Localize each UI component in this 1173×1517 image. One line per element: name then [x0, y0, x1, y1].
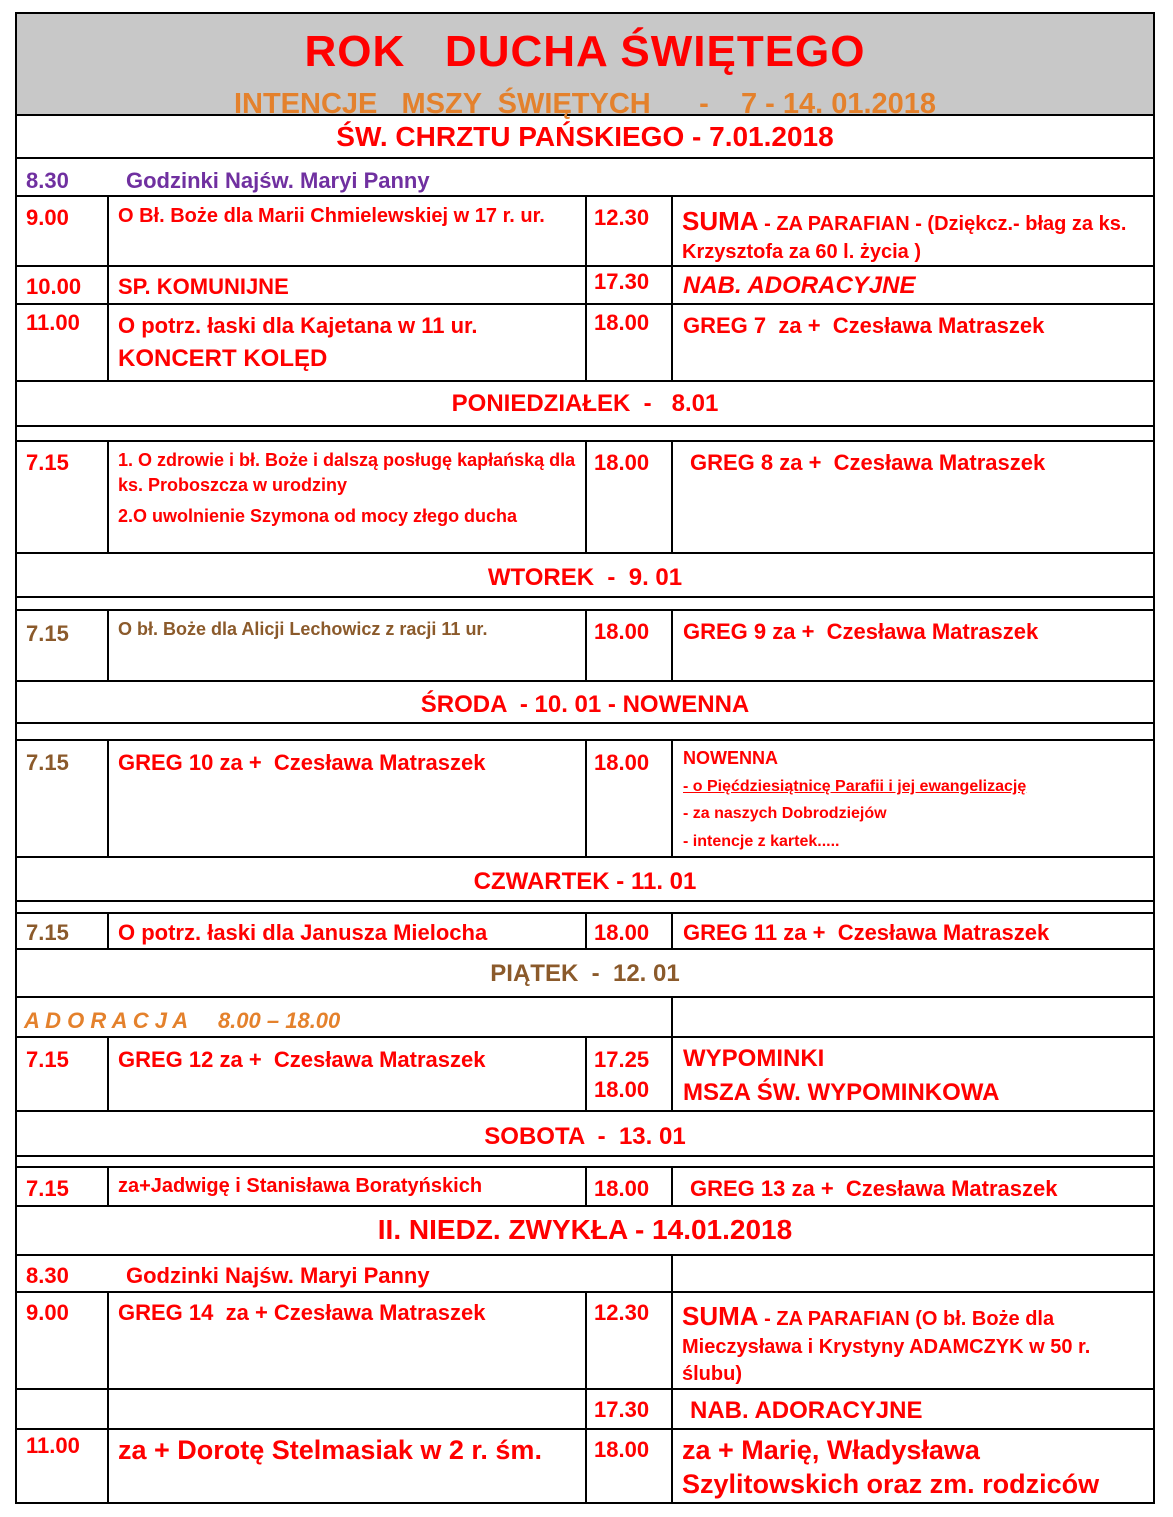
mass-intention: SUMA - ZA PARAFIAN (O bł. Boże dla Mieczysława i Krystyny ADAMCZYK w 50 r. ślubu): [682, 1301, 1091, 1386]
column-divider: [585, 739, 587, 856]
mass-intention: GREG 7 za + Czesława Matraszek: [683, 313, 1045, 338]
column-divider: [671, 195, 673, 380]
mass-intention: O potrz. łaski dla Janusza Mielocha: [118, 920, 488, 945]
column-divider: [107, 1166, 109, 1205]
mass-time: 7.15: [26, 1176, 69, 1201]
row-divider: [15, 1205, 1155, 1207]
row-divider: [15, 948, 1155, 950]
mass-intention: GREG 13 za + Czesława Matraszek: [690, 1176, 1058, 1201]
mass-time: 9.00: [26, 1300, 69, 1325]
mass-time: 17.25: [594, 1047, 650, 1072]
column-divider: [585, 1166, 587, 1205]
mass-intention: 1. O zdrowie i bł. Boże i dalszą posługę kapłańską dla ks. Proboszcza w urodziny: [118, 450, 576, 496]
row-divider: [15, 552, 1155, 554]
column-divider: [107, 1291, 109, 1504]
novena-item: - o Pięćdziesiątnicę Parafii i jej ewangelizację: [683, 778, 1027, 795]
mass-intention: za+Jadwigę i Stanisława Boratyńskich: [118, 1175, 483, 1197]
column-divider: [107, 912, 109, 948]
mass-time: 7.15: [26, 750, 69, 775]
novena-item: - za naszych Dobrodziejów: [683, 805, 887, 822]
mass-intention-extra: KONCERT KOLĘD: [118, 345, 328, 372]
day-heading-tuesday: WTOREK - 9. 01: [487, 564, 683, 591]
mass-time: 17.30: [594, 1397, 650, 1422]
column-divider: [585, 440, 587, 552]
column-divider: [671, 1036, 673, 1110]
row-divider: [15, 157, 1155, 159]
row-divider: [15, 900, 1155, 902]
column-divider: [671, 609, 673, 680]
row-divider: [15, 596, 1155, 598]
mass-time: 11.00: [26, 1433, 80, 1458]
mass-intention: MSZA ŚW. WYPOMINKOWA: [683, 1079, 1000, 1106]
mass-intention: Godzinki Najśw. Maryi Panny: [126, 168, 430, 193]
mass-intention: WYPOMINKI: [683, 1045, 825, 1072]
row-divider: [15, 1110, 1155, 1112]
novena-title: NOWENNA: [683, 748, 778, 768]
row-divider: [15, 680, 1155, 682]
column-divider: [107, 440, 109, 552]
column-divider: [585, 195, 587, 380]
column-divider: [671, 440, 673, 552]
day-heading-thursday: CZWARTEK - 11. 01: [473, 868, 697, 895]
column-divider: [671, 739, 673, 856]
mass-time: 12.30: [594, 205, 650, 230]
day-heading-friday: PIĄTEK - 12. 01: [490, 960, 680, 987]
day-heading-sunday: ŚW. CHRZTU PAŃSKIEGO - 7.01.2018: [336, 121, 834, 152]
column-divider: [585, 912, 587, 948]
day-heading-sunday-2: II. NIEDZ. ZWYKŁA - 14.01.2018: [377, 1214, 793, 1245]
mass-time: 18.00: [594, 920, 650, 945]
mass-time: 11.00: [26, 310, 80, 335]
mass-intention: NAB. ADORACYJNE: [683, 272, 916, 299]
column-divider: [585, 609, 587, 680]
mass-intention: za + Dorotę Stelmasiak w 2 r. śm.: [118, 1435, 542, 1465]
mass-time: 18.00: [594, 310, 650, 335]
column-divider: [671, 1254, 673, 1291]
mass-time: 18.00: [594, 750, 650, 775]
mass-time: 7.15: [26, 450, 69, 475]
row-divider: [15, 996, 1155, 998]
column-divider: [671, 996, 673, 1036]
novena-item: - intencje z kartek.....: [683, 833, 840, 850]
mass-time: 12.30: [594, 1300, 650, 1325]
mass-time: 7.15: [26, 920, 69, 945]
day-heading-wednesday: ŚRODA - 10. 01 - NOWENNA: [420, 691, 750, 718]
column-divider: [585, 1036, 587, 1110]
row-divider: [15, 1254, 1155, 1256]
mass-time: 18.00: [594, 450, 650, 475]
mass-intention: O bł. Boże dla Alicji Lechowicz z racji 11 ur.: [118, 619, 488, 639]
mass-intention: GREG 10 za + Czesława Matraszek: [118, 750, 486, 775]
mass-intention: Godzinki Najśw. Maryi Panny: [126, 1263, 430, 1288]
mass-time: 10.00: [26, 274, 82, 299]
day-heading-monday: PONIEDZIAŁEK - 8.01: [451, 390, 719, 417]
mass-time: 9.00: [26, 205, 69, 230]
row-divider: [15, 1155, 1155, 1157]
page-subtitle: INTENCJE MSZY ŚWIĘTYCH - 7 - 14. 01.2018: [233, 88, 937, 120]
mass-intention: O potrz. łaski dla Kajetana w 11 ur.: [118, 313, 478, 338]
mass-time: 7.15: [26, 621, 69, 646]
mass-intention: GREG 9 za + Czesława Matraszek: [683, 619, 1039, 644]
row-divider: [15, 856, 1155, 858]
adoration-note: A D O R A C J A 8.00 – 18.00: [24, 1008, 341, 1033]
mass-time: 18.00: [594, 1437, 650, 1462]
mass-intention: GREG 8 za + Czesława Matraszek: [690, 450, 1046, 475]
page-title: ROK DUCHA ŚWIĘTEGO: [304, 27, 866, 76]
mass-intention: za + Marię, Władysława Szylitowskich oraz zm. rodziców: [682, 1435, 1100, 1499]
mass-intention: 2.O uwolnienie Szymona od mocy złego ducha: [118, 506, 518, 526]
mass-time: 18.00: [594, 1176, 650, 1201]
column-divider: [671, 912, 673, 948]
mass-time: 7.15: [26, 1047, 69, 1072]
day-heading-saturday: SOBOTA - 13. 01: [484, 1123, 686, 1150]
mass-intention: SUMA - ZA PARAFIAN - (Dziękcz.- błag za ks. Krzysztofa za 60 l. życia ): [682, 206, 1127, 264]
mass-time: 17.30: [594, 269, 650, 294]
mass-intention: GREG 14 za + Czesława Matraszek: [118, 1300, 486, 1325]
column-divider: [107, 739, 109, 856]
mass-time: 8.30: [26, 168, 69, 193]
column-divider: [671, 1166, 673, 1205]
column-divider: [671, 1291, 673, 1504]
mass-time: 8.30: [26, 1263, 69, 1288]
column-divider: [107, 1036, 109, 1110]
row-divider: [15, 425, 1155, 427]
mass-intention: GREG 11 za + Czesława Matraszek: [683, 920, 1050, 945]
row-divider: [15, 722, 1155, 724]
mass-intention: SP. KOMUNIJNE: [118, 274, 289, 299]
mass-intention: NAB. ADORACYJNE: [690, 1397, 923, 1424]
mass-intention: O Bł. Boże dla Marii Chmielewskiej w 17 r. ur.: [118, 205, 545, 227]
column-divider: [585, 1291, 587, 1504]
mass-time: 18.00: [594, 1077, 650, 1102]
header-banner: [15, 12, 1155, 120]
row-divider: [15, 380, 1155, 382]
column-divider: [107, 195, 109, 380]
column-divider: [107, 609, 109, 680]
mass-intention: GREG 12 za + Czesława Matraszek: [118, 1047, 486, 1072]
mass-time: 18.00: [594, 619, 650, 644]
